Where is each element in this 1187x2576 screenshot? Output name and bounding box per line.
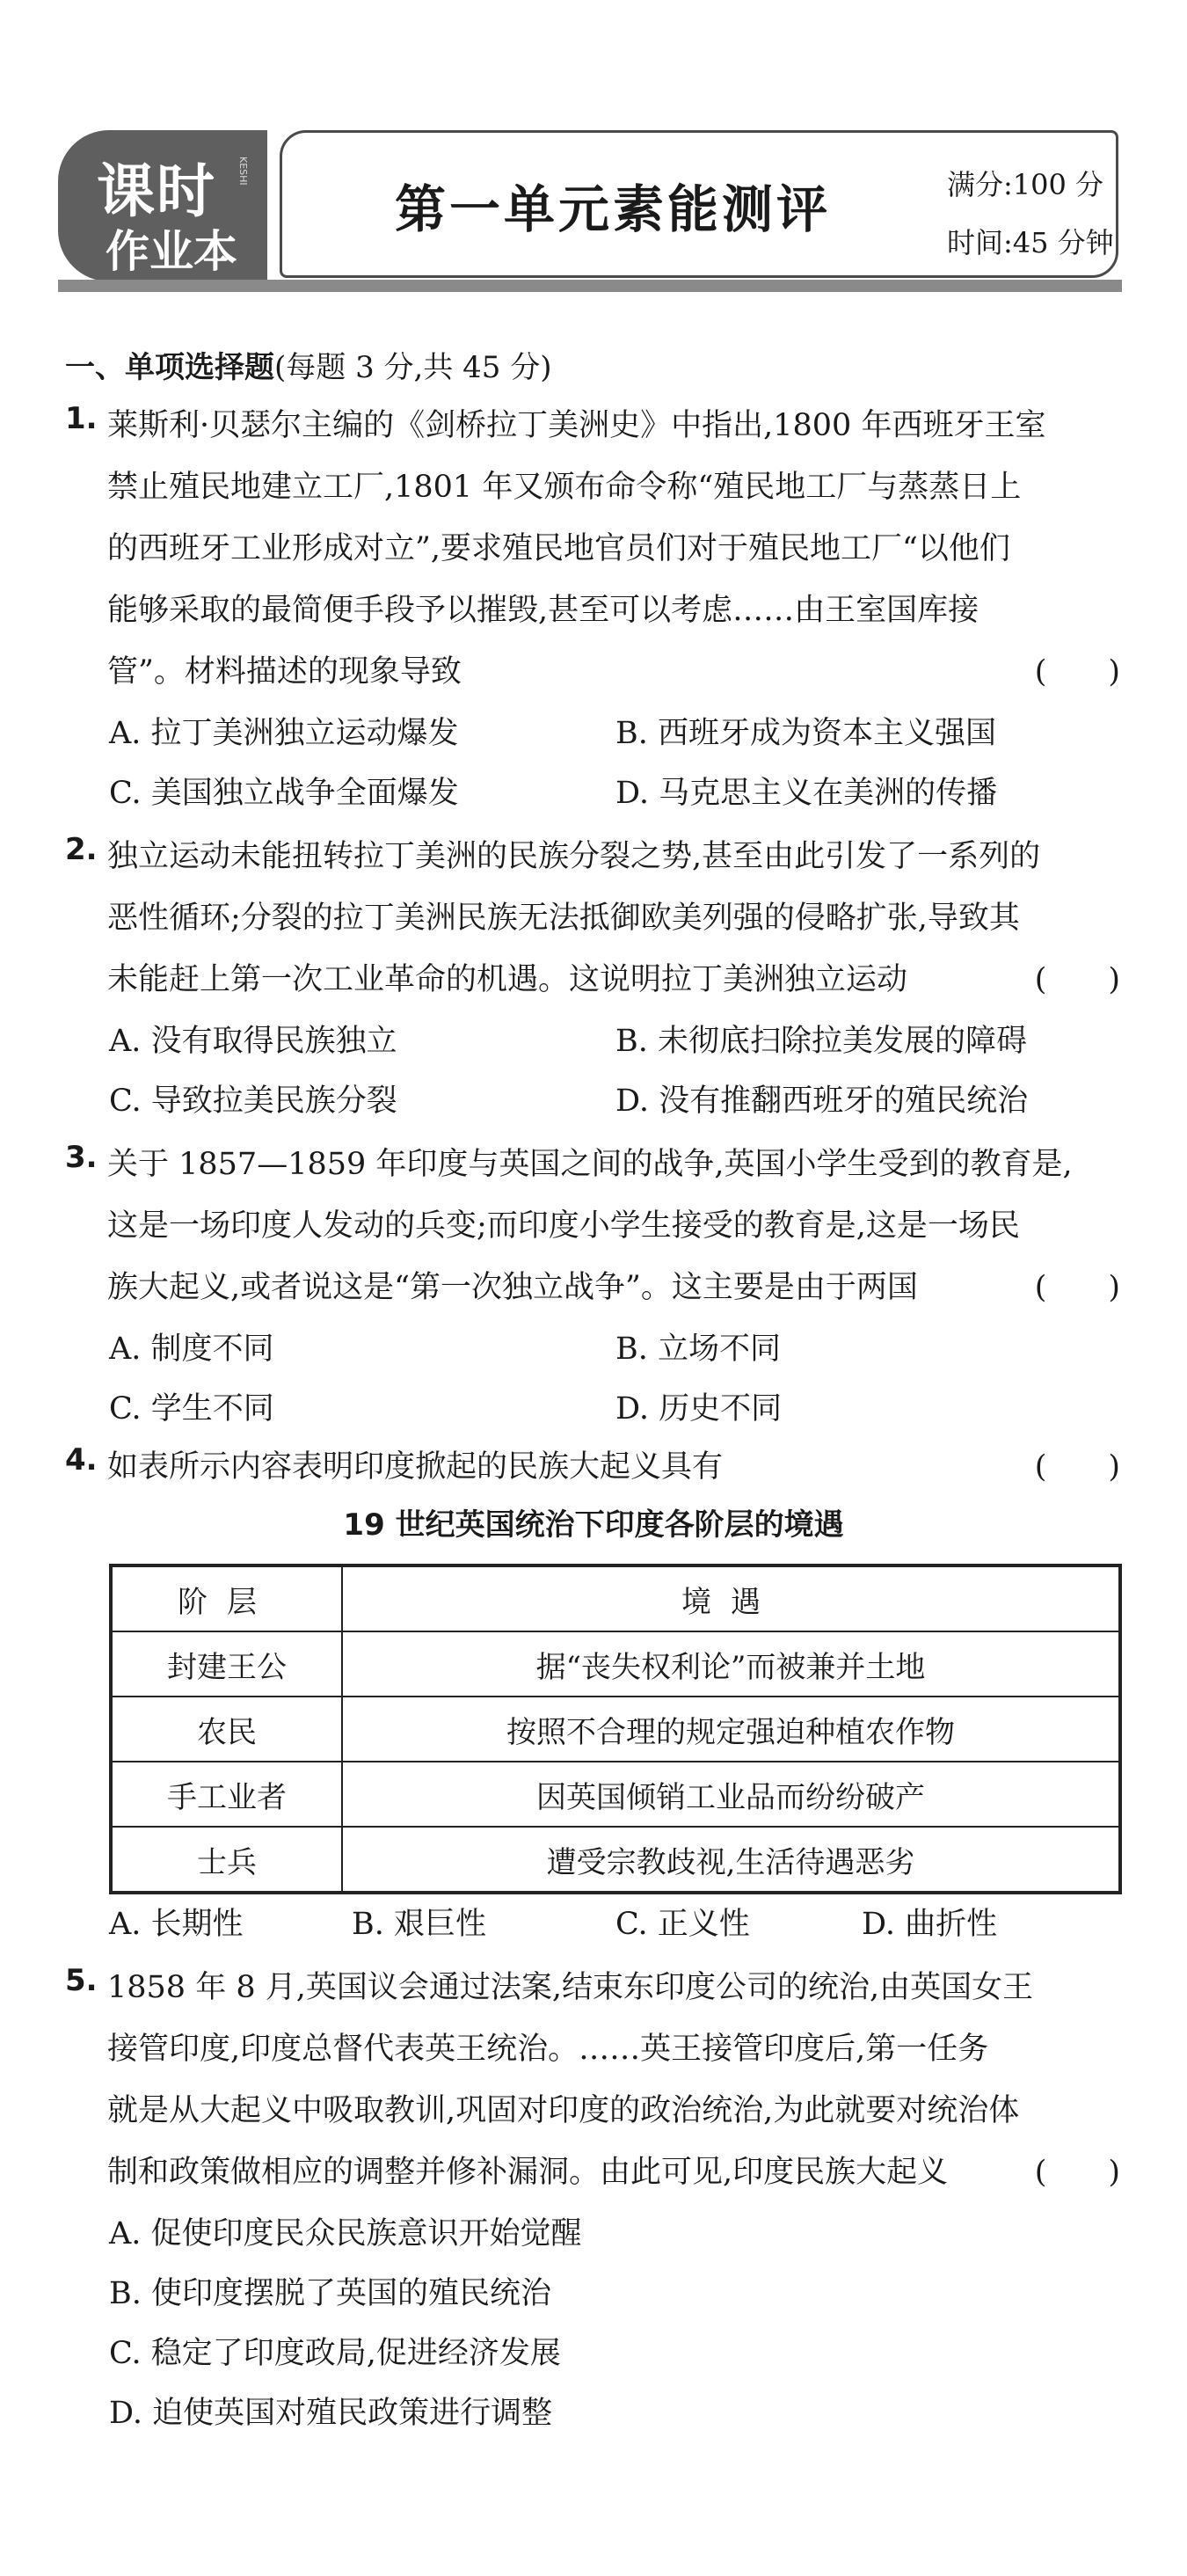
option-a: A. 促使印度民众民族意识开始觉醒: [109, 2216, 582, 2251]
option-c: C. 学生不同: [109, 1391, 274, 1427]
exam-time: 时间:45 分钟: [947, 226, 1114, 259]
question-text-line: 恶性循环;分裂的拉丁美洲民族无法抵御欧美列强的侵略扩张,导致其: [107, 901, 1020, 936]
table-row: [111, 1631, 1120, 1697]
section-title: [65, 343, 551, 386]
question-text-line: 未能赶上第一次工业革命的机遇。这说明拉丁美洲独立运动: [107, 962, 908, 997]
question-text-line: 制和政策做相应的调整并修补漏洞。由此可见,印度民族大起义: [107, 2155, 949, 2190]
question-number: 4.: [65, 1442, 98, 1478]
title-box: [280, 130, 1118, 278]
answer-blank: ( ): [1034, 654, 1120, 690]
answer-blank: ( ): [1034, 2155, 1120, 2190]
data-table: [109, 1564, 1122, 1894]
option-b: B. 西班牙成为资本主义强国: [615, 716, 996, 751]
question-number: 3.: [65, 1140, 98, 1175]
table-row: [111, 1827, 1120, 1893]
option-c: C. 导致拉美民族分裂: [109, 1084, 397, 1119]
question-text-line: 族大起义,或者说这是“第一次独立战争”。这主要是由于两国: [107, 1270, 918, 1305]
logo-line1: 课时: [97, 157, 216, 225]
option-c: C. 正义性: [615, 1907, 750, 1942]
option-d: D. 曲折性: [862, 1907, 998, 1942]
table-cell: 因英国倾销工业品而纷纷破产: [342, 1762, 1120, 1827]
question-text-line: 能够采取的最简便手段予以摧毁,甚至可以考虑……由王室国库接: [107, 593, 979, 628]
table-cell: 遭受宗教歧视,生活待遇恶劣: [342, 1827, 1120, 1893]
logo-line2: 作业本: [106, 226, 237, 277]
option-a: A. 拉丁美洲独立运动爆发: [109, 716, 459, 751]
option-a: A. 没有取得民族独立: [109, 1024, 397, 1059]
question-text-line: 这是一场印度人发动的兵变;而印度小学生接受的教育是,这是一场民: [107, 1208, 1020, 1244]
question-text-line: 接管印度,印度总督代表英王统治。……英王接管印度后,第一任务: [107, 2032, 989, 2067]
page-title: 第一单元素能测评: [395, 179, 832, 239]
question-text-line: 管”。材料描述的现象导致: [107, 654, 462, 690]
question-number: 1.: [65, 401, 98, 436]
table-cell: 农民: [111, 1697, 342, 1762]
brand-logo: [58, 130, 267, 281]
full-score: 满分:100 分: [947, 168, 1104, 201]
table-cell: 封建王公: [111, 1631, 342, 1697]
option-b: B. 艰巨性: [352, 1907, 486, 1942]
option-c: C. 美国独立战争全面爆发: [109, 776, 459, 811]
header: [58, 130, 1122, 281]
question-text-line: 的西班牙工业形成对立”,要求殖民地官员们对于殖民地工厂“以他们: [107, 531, 1010, 566]
answer-blank: ( ): [1034, 1449, 1120, 1485]
logo-small-text: KESHI: [237, 157, 249, 186]
section-note: (每题 3 分,共 45 分): [274, 350, 552, 385]
question-text-line: 就是从大起义中吸取教训,巩固对印度的政治统治,为此就要对统治体: [107, 2093, 1020, 2128]
table-cell: 按照不合理的规定强迫种植农作物: [342, 1697, 1120, 1762]
table-cell: 士兵: [111, 1827, 342, 1893]
table-row: [111, 1762, 1120, 1827]
table-title: 19 世纪英国统治下印度各阶层的境遇: [343, 1507, 844, 1543]
question-text-line: 如表所示内容表明印度掀起的民族大起义具有: [107, 1449, 724, 1485]
option-b: B. 未彻底扫除拉美发展的障碍: [615, 1024, 1027, 1059]
option-a: A. 长期性: [109, 1907, 244, 1942]
question-text-line: 关于 1857—1859 年印度与英国之间的战争,英国小学生受到的教育是,: [107, 1147, 1073, 1182]
table-header-row: [111, 1565, 1120, 1631]
option-d: D. 没有推翻西班牙的殖民统治: [615, 1084, 1029, 1119]
option-d: D. 马克思主义在美洲的传播: [615, 776, 998, 811]
question-text-line: 莱斯利·贝瑟尔主编的《剑桥拉丁美洲史》中指出,1800 年西班牙王室: [107, 408, 1046, 443]
table-row: [111, 1697, 1120, 1762]
option-a: A. 制度不同: [109, 1332, 274, 1367]
answer-blank: ( ): [1034, 1270, 1120, 1305]
question-text-line: 独立运动未能扭转拉丁美洲的民族分裂之势,甚至由此引发了一系列的: [107, 839, 1041, 874]
table-cell: 手工业者: [111, 1762, 342, 1827]
question-text-line: 1858 年 8 月,英国议会通过法案,结束东印度公司的统治,由英国女王: [107, 1970, 1034, 2005]
table-cell: 据“丧失权利论”而被兼并土地: [342, 1631, 1120, 1697]
exam-meta: [947, 156, 1114, 272]
option-d: D. 历史不同: [615, 1391, 783, 1427]
header-underline: [58, 280, 1122, 292]
question-number: 5.: [65, 1963, 98, 1998]
option-b: B. 使印度摆脱了英国的殖民统治: [109, 2276, 551, 2311]
section-label: 一、单项选择题: [65, 350, 274, 385]
option-b: B. 立场不同: [615, 1332, 781, 1367]
question-number: 2.: [65, 832, 98, 867]
table-header-cell: 境遇: [342, 1565, 1120, 1631]
option-d: D. 迫使英国对殖民政策进行调整: [109, 2396, 553, 2431]
question-text-line: 禁止殖民地建立工厂,1801 年又颁布命令称“殖民地工厂与蒸蒸日上: [107, 470, 1022, 505]
option-c: C. 稳定了印度政局,促进经济发展: [109, 2336, 561, 2371]
table-header-cell: 阶层: [111, 1565, 342, 1631]
answer-blank: ( ): [1034, 962, 1120, 997]
